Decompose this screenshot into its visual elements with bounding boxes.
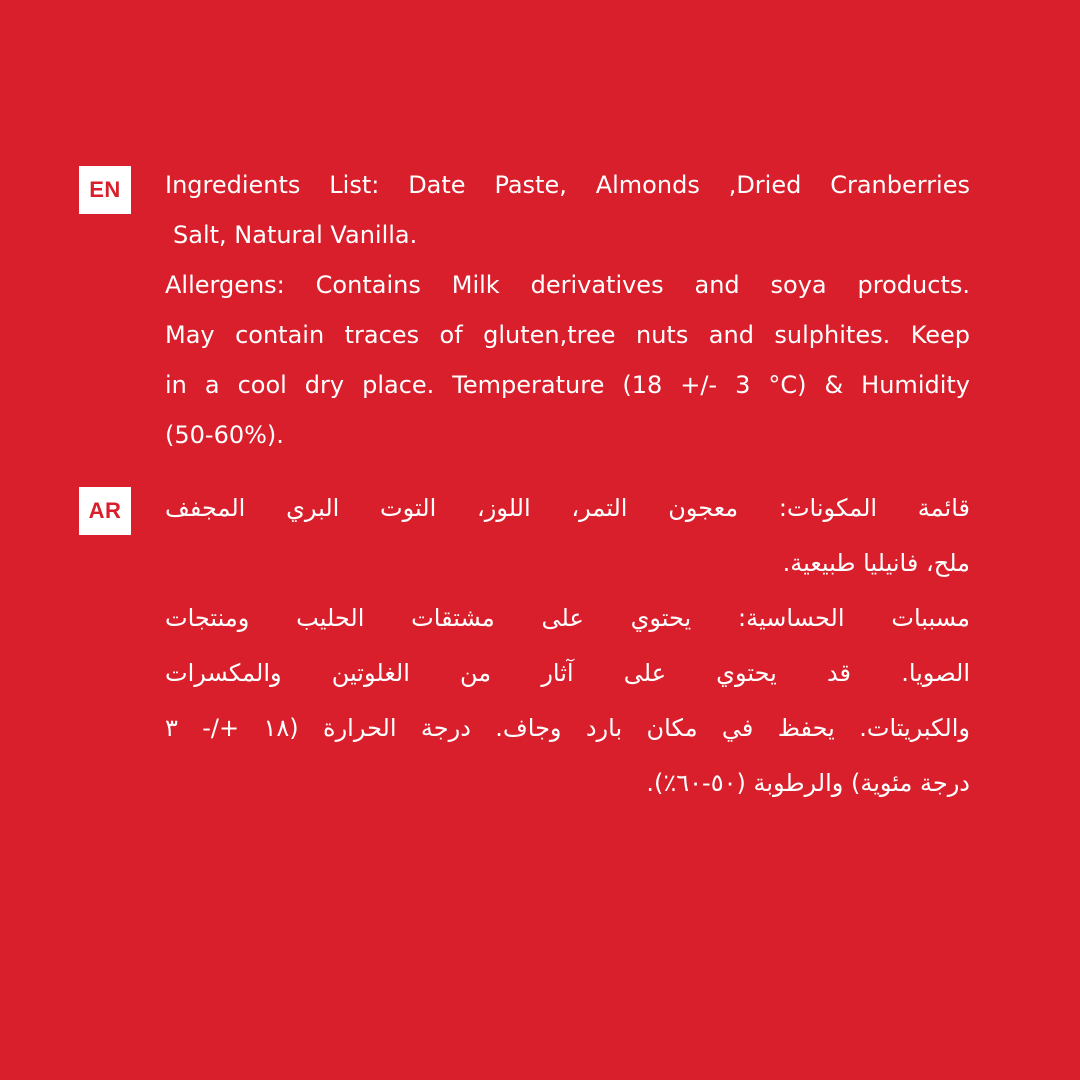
arabic-ingredients-text [165, 481, 970, 811]
storage-line: in a cool dry place. Temperature (18 +/- 3 °C) & Humidity [165, 371, 970, 399]
allergens-line: مسببات الحساسية: يحتوي على مشتقات الحليب ومنتجات [165, 604, 970, 632]
ingredients-line: ملح، فانيليا طبيعية. [782, 549, 970, 577]
storage-line: والكبريتات. يحفظ في مكان بارد وجاف. درجة الحرارة (١٨ +/- ٣ [165, 714, 970, 742]
allergens-line: May contain traces of gluten,tree nuts and sulphites. Keep [165, 321, 970, 349]
english-language-badge: EN [79, 166, 131, 214]
allergens-line: الصويا. قد يحتوي على آثار من الغلوتين والمكسرات [165, 659, 970, 687]
ingredients-line: Salt, Natural Vanilla. [173, 221, 418, 249]
arabic-language-badge: AR [79, 487, 131, 535]
ingredients-line: Ingredients List: Date Paste, Almonds ,Dried Cranberries [165, 171, 970, 199]
allergens-line: Allergens: Contains Milk derivatives and soya products. [165, 271, 970, 299]
english-ingredients-text [165, 160, 970, 460]
storage-line: درجة مئوية) والرطوبة (٥٠-٦٠٪). [646, 769, 970, 797]
ingredients-line: قائمة المكونات: معجون التمر، اللوز، التوت البري المجفف [165, 494, 970, 522]
storage-line: (50-60%). [165, 421, 284, 449]
